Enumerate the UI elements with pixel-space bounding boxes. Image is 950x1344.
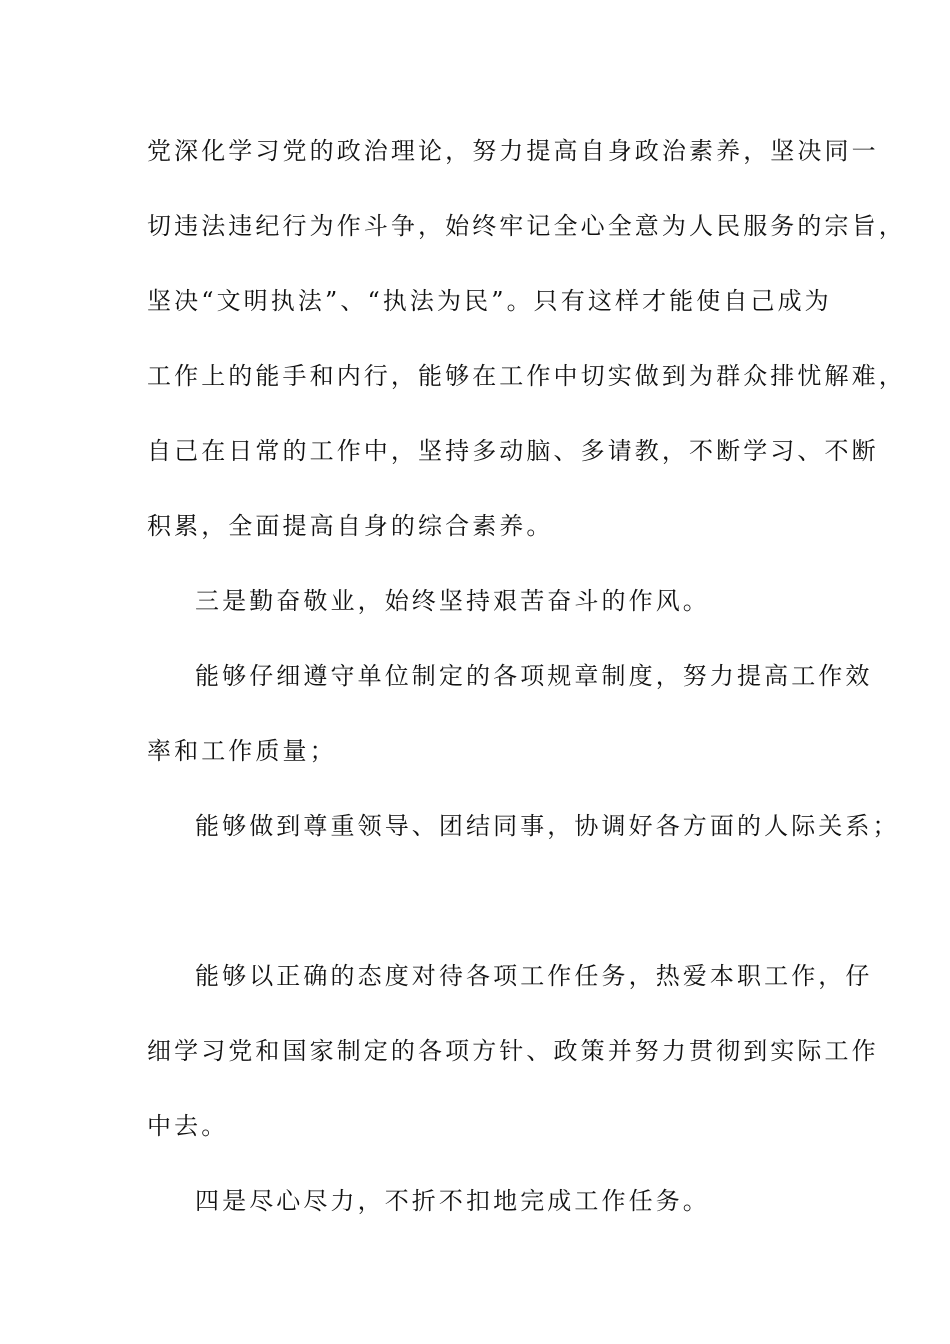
paragraph-line: 切违法违纪行为作斗争，始终牢记全心全意为人民服务的宗旨， xyxy=(147,212,906,240)
paragraph-line: 能够以正确的态度对待各项工作任务，热爱本职工作，仔 xyxy=(195,962,873,990)
paragraph-line: 细学习党和国家制定的各项方针、政策并努力贯彻到实际工作 xyxy=(147,1037,879,1065)
paragraph-line: 中去。 xyxy=(147,1112,229,1140)
paragraph-line: 党深化学习党的政治理论，努力提高自身政治素养，坚决同一 xyxy=(147,137,879,165)
paragraph-line: 率和工作质量； xyxy=(147,737,337,765)
section-heading-line: 三是勤奋敬业，始终坚持艰苦奋斗的作风。 xyxy=(195,587,710,615)
section-heading-line: 四是尽心尽力，不折不扣地完成工作任务。 xyxy=(195,1187,710,1215)
paragraph-line: 能够仔细遵守单位制定的各项规章制度，努力提高工作效 xyxy=(195,662,873,690)
paragraph-line: 积累，全面提高自身的综合素养。 xyxy=(147,512,554,540)
paragraph-line: 工作上的能手和内行，能够在工作中切实做到为群众排忧解难， xyxy=(147,362,906,390)
paragraph-line: 能够做到尊重领导、团结同事，协调好各方面的人际关系； xyxy=(195,812,900,840)
paragraph-line: 坚决“文明执法”、“执法为民”。只有这样才能使自己成为 xyxy=(147,287,832,315)
paragraph-line: 自己在日常的工作中，坚持多动脑、多请教，不断学习、不断 xyxy=(147,437,879,465)
